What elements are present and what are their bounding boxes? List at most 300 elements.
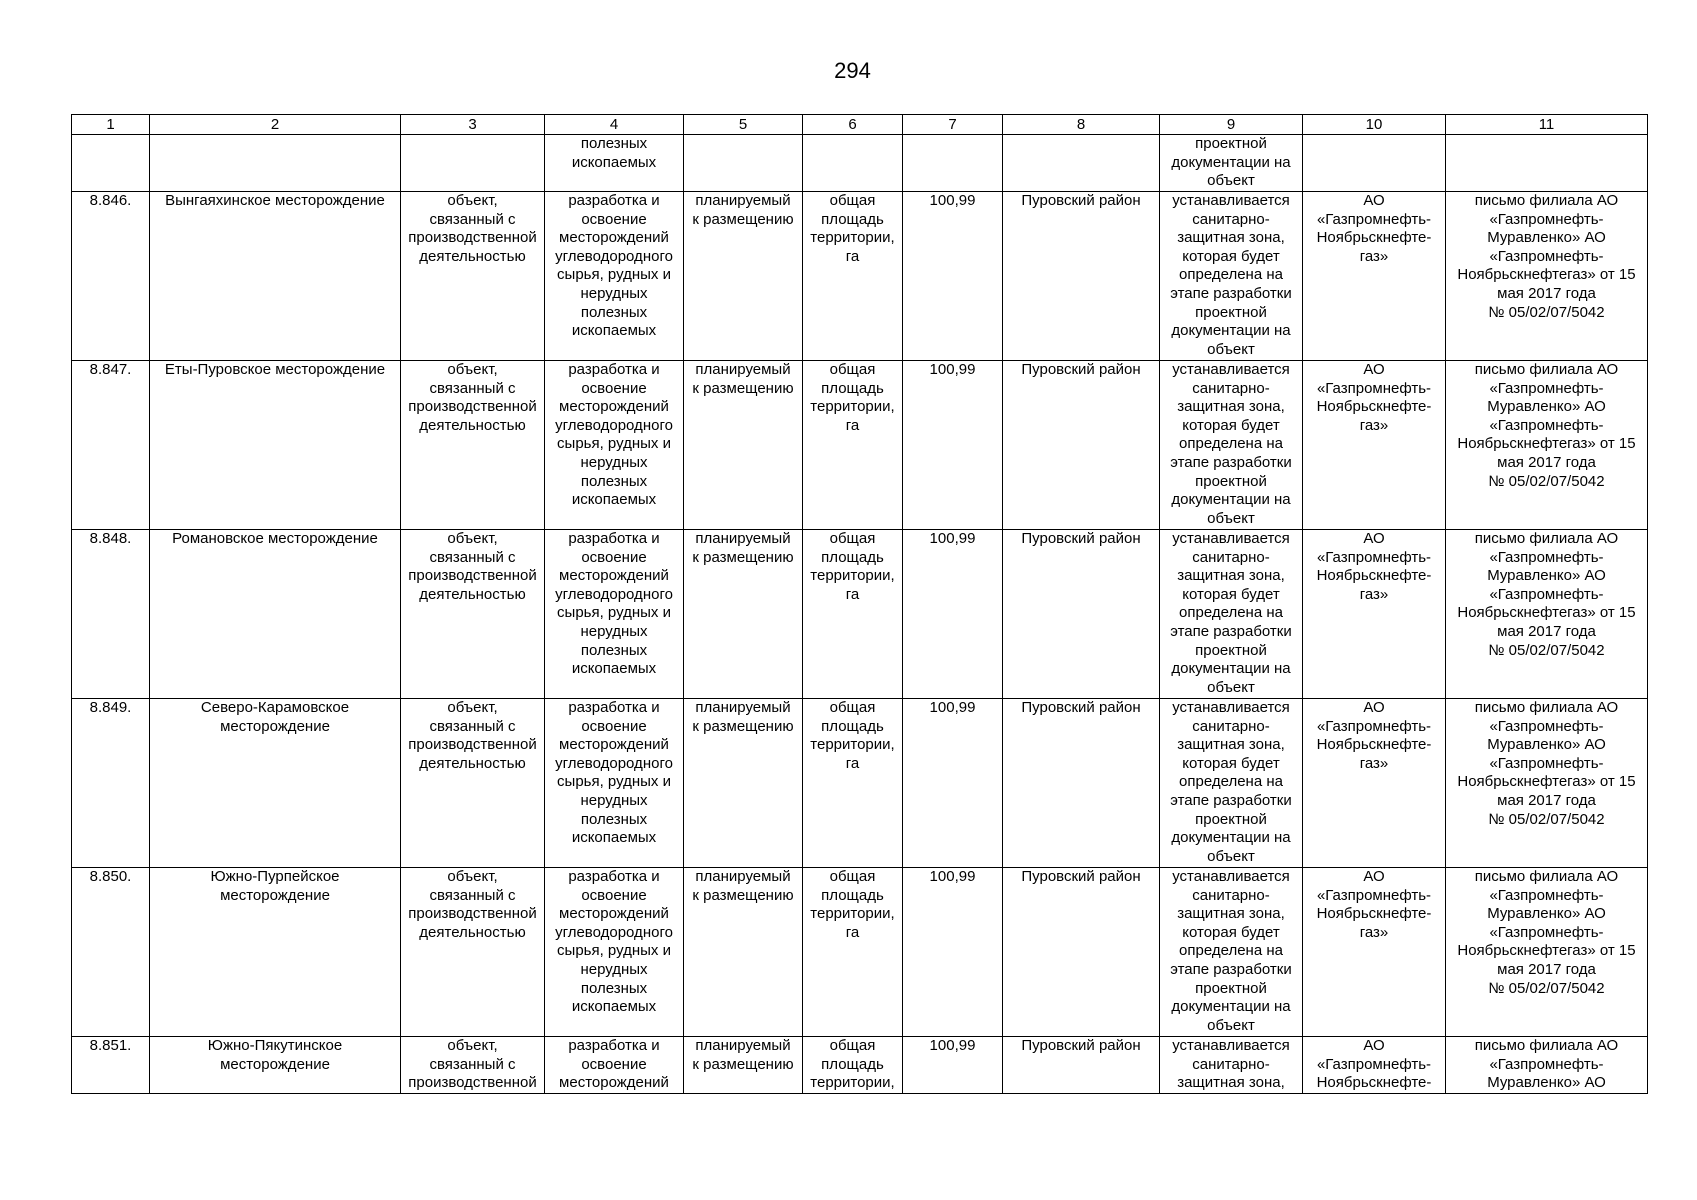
table-row — [72, 868, 1648, 1037]
table-cell — [903, 135, 1003, 192]
table-cell — [401, 1037, 545, 1094]
cell-line: сырья, рудных и — [557, 942, 671, 960]
cell-line: ископаемых — [571, 322, 657, 340]
cell-line: № 05/02/07/5042 — [1488, 641, 1605, 659]
continuation-row — [72, 135, 1648, 192]
cell-line: «Газпромнефть- — [1316, 379, 1432, 397]
cell-line: территории, — [810, 229, 895, 247]
row-number: 8.848. — [72, 530, 150, 699]
table-cell — [1446, 530, 1648, 699]
cell-line: Романовское месторождение — [172, 530, 378, 547]
cell-line: защитная зона, — [1177, 567, 1285, 585]
cell-line: деятельностью — [419, 247, 526, 265]
cell-line: письмо филиала АО — [1474, 1037, 1619, 1054]
object-name — [150, 530, 401, 699]
table-cell: Пуровский район — [1003, 699, 1160, 868]
cell-line: освоение — [581, 886, 647, 904]
cell-line: «Газпромнефть- — [1489, 923, 1604, 941]
cell-line: Муравленко» АО — [1487, 905, 1606, 923]
cell-line: мая 2017 года — [1497, 960, 1596, 978]
cell-line: проектной — [1195, 979, 1267, 997]
table-cell: Пуровский район — [1003, 1037, 1160, 1094]
cell-line: к размещению — [692, 886, 794, 904]
cell-line: Вынгаяхинское месторождение — [165, 192, 385, 209]
table-cell — [545, 192, 684, 361]
cell-line: освоение — [581, 1055, 647, 1073]
cell-line: месторождений — [559, 567, 669, 585]
cell-line: углеводородного — [555, 585, 673, 603]
cell-line: разработка и — [568, 699, 660, 716]
table-cell: 100,99 — [903, 699, 1003, 868]
cell-line: деятельностью — [419, 923, 526, 941]
cell-line: АО — [1363, 530, 1385, 547]
cell-line: санитарно- — [1192, 1055, 1270, 1073]
table-cell — [1303, 530, 1446, 699]
cell-line: письмо филиала АО — [1474, 361, 1619, 378]
cell-line: проектной — [1195, 135, 1267, 152]
table-cell — [803, 1037, 903, 1094]
cell-line: объект — [1207, 847, 1255, 865]
table-cell: Пуровский район — [1003, 868, 1160, 1037]
cell-line: ископаемых — [571, 660, 657, 678]
cell-line: Ноябрьскнефтегаз» от 15 — [1457, 773, 1636, 791]
table-cell — [684, 530, 803, 699]
table-row — [72, 699, 1648, 868]
cell-line: «Газпромнефть- — [1489, 247, 1604, 265]
cell-line: планируемый — [695, 1037, 791, 1054]
cell-line: объект — [1207, 678, 1255, 696]
cell-line: санитарно- — [1192, 717, 1270, 735]
cell-line: Северо-Карамовское — [200, 699, 350, 716]
column-header: 7 — [903, 115, 1003, 135]
cell-line: № 05/02/07/5042 — [1488, 472, 1605, 490]
cell-line: месторождений — [559, 229, 669, 247]
cell-line: общая — [829, 192, 876, 209]
table-cell — [1160, 699, 1303, 868]
table-cell — [684, 868, 803, 1037]
cell-line: площадь — [821, 379, 884, 397]
cell-line: месторождение — [220, 1055, 330, 1073]
cell-line: определена на — [1179, 266, 1283, 284]
cell-line: освоение — [581, 717, 647, 735]
cell-line: Ноябрьскнефте- — [1316, 736, 1432, 754]
table-cell — [684, 192, 803, 361]
table-cell — [1303, 135, 1446, 192]
column-header: 11 — [1446, 115, 1648, 135]
cell-line: углеводородного — [555, 754, 673, 772]
cell-line: деятельностью — [419, 585, 526, 603]
cell-line: производственной — [408, 398, 537, 416]
cell-line: планируемый — [695, 868, 791, 885]
cell-line: «Газпромнефть- — [1489, 585, 1604, 603]
cell-line: ископаемых — [571, 491, 657, 509]
cell-line: территории, — [810, 905, 895, 923]
cell-line: «Газпромнефть- — [1316, 886, 1432, 904]
cell-line: Южно-Пякутинское — [207, 1037, 343, 1054]
object-name — [150, 1037, 401, 1094]
cell-line: к размещению — [692, 717, 794, 735]
cell-line: проектной — [1195, 303, 1267, 321]
cell-line: объект — [1207, 340, 1255, 358]
cell-line: «Газпромнефть- — [1316, 1055, 1432, 1073]
cell-line: разработка и — [568, 868, 660, 885]
table-cell — [1446, 699, 1648, 868]
cell-line: № 05/02/07/5042 — [1488, 979, 1605, 997]
cell-line: полезных — [580, 641, 648, 659]
cell-line: общая — [829, 530, 876, 547]
cell-line: Ноябрьскнефтегаз» от 15 — [1457, 604, 1636, 622]
table-cell — [684, 361, 803, 530]
cell-line: документации на — [1171, 153, 1291, 171]
table-cell — [545, 530, 684, 699]
header-row — [72, 115, 1648, 135]
cell-line: письмо филиала АО — [1474, 868, 1619, 885]
cell-line: газ» — [1359, 416, 1389, 434]
table-cell — [1160, 1037, 1303, 1094]
table-cell — [1446, 361, 1648, 530]
table-cell: 100,99 — [903, 361, 1003, 530]
table-cell — [545, 699, 684, 868]
cell-line: устанавливается — [1172, 361, 1290, 378]
cell-line: общая — [829, 361, 876, 378]
table-cell — [1303, 192, 1446, 361]
cell-line: Еты-Пуровское месторождение — [164, 361, 386, 378]
cell-line: месторождений — [559, 736, 669, 754]
cell-line: Муравленко» АО — [1487, 229, 1606, 247]
cell-line: планируемый — [695, 192, 791, 209]
cell-line: нерудных — [580, 453, 648, 471]
cell-line: мая 2017 года — [1497, 284, 1596, 302]
cell-line: АО — [1363, 361, 1385, 378]
cell-line: нерудных — [580, 622, 648, 640]
table-header — [72, 115, 1648, 135]
cell-line: к размещению — [692, 548, 794, 566]
cell-line: сырья, рудных и — [557, 266, 671, 284]
cell-line: этапе разработки — [1170, 960, 1292, 978]
table-cell: 100,99 — [903, 192, 1003, 361]
cell-line: производственной — [408, 736, 537, 754]
cell-line: связанный с — [429, 717, 516, 735]
cell-line: нерудных — [580, 960, 648, 978]
table-cell: 100,99 — [903, 1037, 1003, 1094]
cell-line: освоение — [581, 548, 647, 566]
cell-line: проектной — [1195, 641, 1267, 659]
cell-line: производственной — [408, 1074, 537, 1092]
object-name — [150, 192, 401, 361]
cell-line: мая 2017 года — [1497, 791, 1596, 809]
cell-line: этапе разработки — [1170, 622, 1292, 640]
cell-line: проектной — [1195, 810, 1267, 828]
column-header: 1 — [72, 115, 150, 135]
cell-line: общая — [829, 868, 876, 885]
cell-line: определена на — [1179, 773, 1283, 791]
cell-line: которая будет — [1182, 754, 1280, 772]
cell-line: объект, — [447, 1037, 498, 1054]
cell-line: письмо филиала АО — [1474, 699, 1619, 716]
cell-line: Ноябрьскнефте- — [1316, 905, 1432, 923]
table-cell — [1446, 135, 1648, 192]
cell-line: Ноябрьскнефте- — [1316, 398, 1432, 416]
cell-line: защитная зона, — [1177, 736, 1285, 754]
cell-line: полезных — [580, 810, 648, 828]
cell-line: документации на — [1171, 829, 1291, 847]
cell-line: Ноябрьскнефтегаз» от 15 — [1457, 435, 1636, 453]
cell-line: АО — [1363, 192, 1385, 209]
cell-line: «Газпромнефть- — [1489, 754, 1604, 772]
cell-line: к размещению — [692, 210, 794, 228]
table-cell: Пуровский район — [1003, 530, 1160, 699]
cell-line: территории, — [810, 1074, 895, 1092]
column-header: 4 — [545, 115, 684, 135]
cell-line: углеводородного — [555, 416, 673, 434]
cell-line: газ» — [1359, 247, 1389, 265]
cell-line: освоение — [581, 210, 647, 228]
cell-line: объект — [1207, 509, 1255, 527]
cell-line: Муравленко» АО — [1487, 1074, 1606, 1092]
table-cell — [401, 135, 545, 192]
cell-line: полезных — [580, 472, 648, 490]
column-header: 8 — [1003, 115, 1160, 135]
cell-line: мая 2017 года — [1497, 622, 1596, 640]
cell-line: «Газпромнефть- — [1316, 548, 1432, 566]
cell-line: Муравленко» АО — [1487, 398, 1606, 416]
cell-line: связанный с — [429, 886, 516, 904]
cell-line: определена на — [1179, 942, 1283, 960]
cell-line: Южно-Пурпейское — [210, 868, 340, 885]
column-header: 10 — [1303, 115, 1446, 135]
cell-line: производственной — [408, 905, 537, 923]
table-cell: 100,99 — [903, 530, 1003, 699]
cell-line: разработка и — [568, 192, 660, 209]
table-cell — [1160, 135, 1303, 192]
cell-line: этапе разработки — [1170, 791, 1292, 809]
cell-line: санитарно- — [1192, 548, 1270, 566]
table-cell — [1160, 868, 1303, 1037]
cell-line: сырья, рудных и — [557, 773, 671, 791]
cell-line: № 05/02/07/5042 — [1488, 303, 1605, 321]
table-cell — [684, 135, 803, 192]
cell-line: устанавливается — [1172, 699, 1290, 716]
cell-line: производственной — [408, 567, 537, 585]
cell-line: газ» — [1359, 754, 1389, 772]
object-name — [150, 868, 401, 1037]
row-number: 8.849. — [72, 699, 150, 868]
cell-line: месторождений — [559, 1074, 669, 1092]
cell-line: общая — [829, 699, 876, 716]
cell-line: площадь — [821, 210, 884, 228]
cell-line: территории, — [810, 736, 895, 754]
cell-line: ископаемых — [571, 153, 657, 171]
cell-line: защитная зона, — [1177, 398, 1285, 416]
cell-line: № 05/02/07/5042 — [1488, 810, 1605, 828]
cell-line: связанный с — [429, 1055, 516, 1073]
cell-line: определена на — [1179, 435, 1283, 453]
table-cell — [1303, 868, 1446, 1037]
cell-line: объект, — [447, 192, 498, 209]
cell-line: которая будет — [1182, 923, 1280, 941]
table-cell — [1160, 361, 1303, 530]
cell-line: углеводородного — [555, 247, 673, 265]
cell-line: углеводородного — [555, 923, 673, 941]
cell-line: месторождение — [220, 717, 330, 735]
table-cell — [803, 530, 903, 699]
cell-line: га — [845, 923, 860, 941]
cell-line: санитарно- — [1192, 210, 1270, 228]
column-header: 5 — [684, 115, 803, 135]
cell-line: разработка и — [568, 530, 660, 547]
cell-line: полезных — [580, 303, 648, 321]
row-number: 8.846. — [72, 192, 150, 361]
table-cell — [803, 192, 903, 361]
object-name — [150, 699, 401, 868]
cell-line: письмо филиала АО — [1474, 530, 1619, 547]
table-cell — [401, 868, 545, 1037]
cell-line: освоение — [581, 379, 647, 397]
table-cell — [684, 1037, 803, 1094]
column-header: 2 — [150, 115, 401, 135]
cell-line: разработка и — [568, 1037, 660, 1054]
cell-line: площадь — [821, 717, 884, 735]
cell-line: связанный с — [429, 548, 516, 566]
data-table — [71, 114, 1648, 1094]
table-cell — [1160, 530, 1303, 699]
table-cell — [545, 1037, 684, 1094]
cell-line: «Газпромнефть- — [1316, 717, 1432, 735]
table-body — [72, 135, 1648, 1094]
cell-line: устанавливается — [1172, 1037, 1290, 1054]
cell-line: объект, — [447, 699, 498, 716]
cell-line: площадь — [821, 1055, 884, 1073]
cell-line: площадь — [821, 548, 884, 566]
cell-line: деятельностью — [419, 416, 526, 434]
cell-line: устанавливается — [1172, 868, 1290, 885]
cell-line: определена на — [1179, 604, 1283, 622]
cell-line: объект — [1207, 172, 1255, 190]
cell-line: месторождение — [220, 886, 330, 904]
table-cell — [1303, 361, 1446, 530]
cell-line: территории, — [810, 567, 895, 585]
cell-line: защитная зона, — [1177, 229, 1285, 247]
cell-line: Ноябрьскнефте- — [1316, 567, 1432, 585]
cell-line: «Газпромнефть- — [1489, 379, 1604, 397]
cell-line: объект — [1207, 1016, 1255, 1034]
table-cell — [545, 361, 684, 530]
cell-line: полезных — [580, 135, 648, 152]
cell-line: газ» — [1359, 585, 1389, 603]
cell-line: письмо филиала АО — [1474, 192, 1619, 209]
cell-line: сырья, рудных и — [557, 435, 671, 453]
table-cell — [545, 868, 684, 1037]
cell-line: к размещению — [692, 379, 794, 397]
cell-line: газ» — [1359, 923, 1389, 941]
column-header: 9 — [1160, 115, 1303, 135]
table-cell — [401, 530, 545, 699]
table-cell — [401, 192, 545, 361]
table-cell — [803, 868, 903, 1037]
cell-line: га — [845, 416, 860, 434]
column-header: 6 — [803, 115, 903, 135]
cell-line: разработка и — [568, 361, 660, 378]
cell-line: которая будет — [1182, 585, 1280, 603]
cell-line: АО — [1363, 1037, 1385, 1054]
row-number: 8.851. — [72, 1037, 150, 1094]
table-cell: Пуровский район — [1003, 192, 1160, 361]
table-cell — [1446, 1037, 1648, 1094]
cell-line: «Газпромнефть- — [1489, 1055, 1604, 1073]
cell-line: «Газпромнефть- — [1489, 416, 1604, 434]
cell-line: планируемый — [695, 361, 791, 378]
cell-line: Ноябрьскнефте- — [1316, 229, 1432, 247]
cell-line: защитная зона, — [1177, 1074, 1285, 1092]
table-cell — [803, 135, 903, 192]
cell-line: документации на — [1171, 491, 1291, 509]
column-header: 3 — [401, 115, 545, 135]
cell-line: документации на — [1171, 660, 1291, 678]
cell-line: «Газпромнефть- — [1489, 210, 1604, 228]
cell-line: нерудных — [580, 284, 648, 302]
table-cell — [803, 699, 903, 868]
table-cell: Пуровский район — [1003, 361, 1160, 530]
table-cell — [545, 135, 684, 192]
cell-line: «Газпромнефть- — [1489, 717, 1604, 735]
cell-line: документации на — [1171, 322, 1291, 340]
cell-line: планируемый — [695, 530, 791, 547]
cell-line: производственной — [408, 229, 537, 247]
page-number: 294 — [834, 58, 871, 83]
table-cell — [72, 135, 150, 192]
cell-line: га — [845, 585, 860, 603]
cell-line: нерудных — [580, 791, 648, 809]
table-cell — [803, 361, 903, 530]
cell-line: которая будет — [1182, 416, 1280, 434]
cell-line: сырья, рудных и — [557, 604, 671, 622]
table-cell — [1160, 192, 1303, 361]
table-cell — [401, 361, 545, 530]
table-cell — [1003, 135, 1160, 192]
cell-line: га — [845, 754, 860, 772]
row-number: 8.847. — [72, 361, 150, 530]
cell-line: ископаемых — [571, 829, 657, 847]
table-row — [72, 1037, 1648, 1094]
cell-line: общая — [829, 1037, 876, 1054]
cell-line: Муравленко» АО — [1487, 567, 1606, 585]
table-row — [72, 530, 1648, 699]
cell-line: ископаемых — [571, 998, 657, 1016]
cell-line: Ноябрьскнефтегаз» от 15 — [1457, 266, 1636, 284]
cell-line: деятельностью — [419, 754, 526, 772]
cell-line: связанный с — [429, 379, 516, 397]
table-cell — [1446, 192, 1648, 361]
cell-line: объект, — [447, 361, 498, 378]
cell-line: территории, — [810, 398, 895, 416]
object-name — [150, 361, 401, 530]
cell-line: планируемый — [695, 699, 791, 716]
cell-line: документации на — [1171, 998, 1291, 1016]
table-cell — [1446, 868, 1648, 1037]
cell-line: санитарно- — [1192, 379, 1270, 397]
cell-line: АО — [1363, 868, 1385, 885]
cell-line: месторождений — [559, 905, 669, 923]
cell-line: Ноябрьскнефтегаз» от 15 — [1457, 942, 1636, 960]
cell-line: «Газпромнефть- — [1489, 548, 1604, 566]
cell-line: площадь — [821, 886, 884, 904]
cell-line: связанный с — [429, 210, 516, 228]
cell-line: этапе разработки — [1170, 453, 1292, 471]
cell-line: га — [845, 247, 860, 265]
cell-line: устанавливается — [1172, 192, 1290, 209]
cell-line: «Газпромнефть- — [1489, 886, 1604, 904]
cell-line: устанавливается — [1172, 530, 1290, 547]
